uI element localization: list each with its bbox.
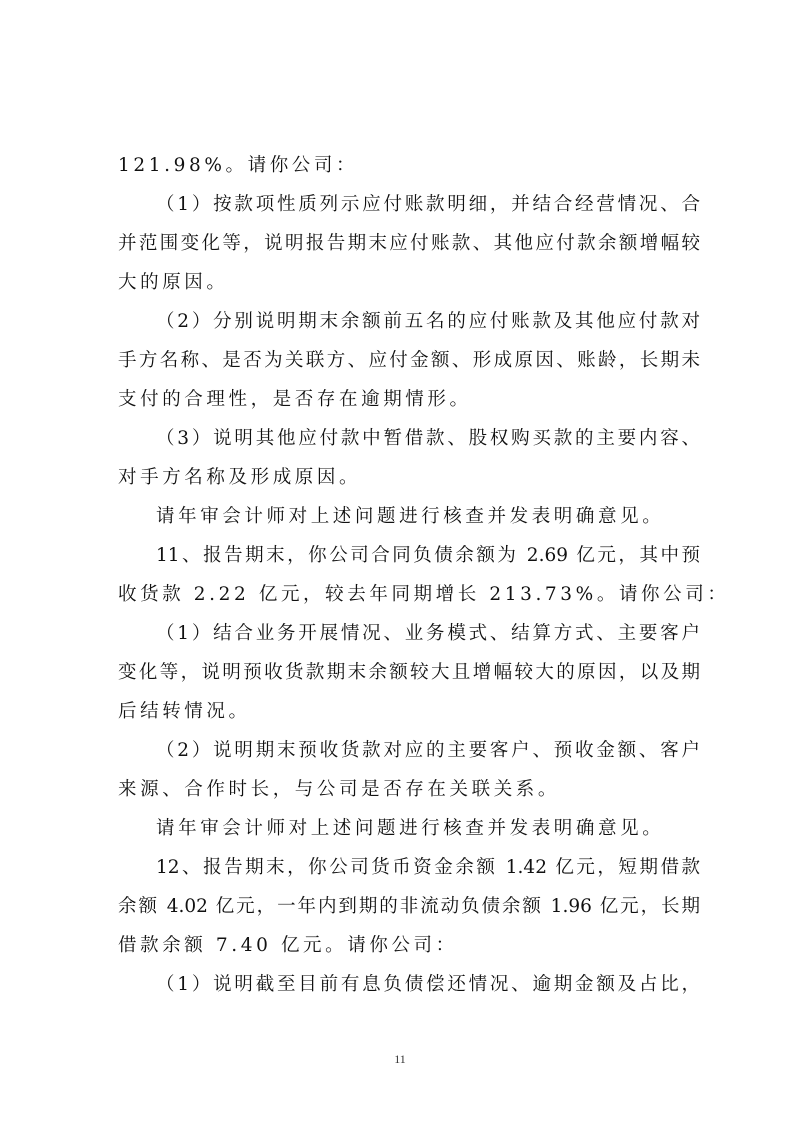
text-line: 变化等，说明预收货款期末余额较大且增幅较大的原因，以及期 [118, 662, 700, 683]
text-line: （3）说明其他应付款中暂借款、股权购买款的主要内容、 [156, 428, 700, 449]
page-number: 11 [394, 1052, 406, 1066]
text-line: 请年审会计师对上述问题进行核查并发表明确意见。 [156, 818, 665, 839]
text-line: 收货款 2.22 亿元，较去年同期增长 213.73%。请你公司： [118, 584, 730, 605]
text-line: （2）说明期末预收货款对应的主要客户、预收金额、客户 [156, 740, 700, 761]
text-line: 手方名称、是否为关联方、应付金额、形成原因、账龄，长期未 [118, 350, 700, 371]
text-line: （2）分别说明期末余额前五名的应付账款及其他应付款对 [156, 311, 700, 332]
text-line: 11、报告期末，你公司合同负债余额为 2.69 亿元，其中预 [156, 545, 700, 566]
text-line: （1）说明截至目前有息负债偿还情况、逾期金额及占比， [156, 974, 700, 995]
document-body [118, 146, 730, 1004]
text-line: （1）结合业务开展情况、业务模式、结算方式、主要客户 [156, 623, 700, 644]
text-line: 并范围变化等，说明报告期末应付账款、其他应付款余额增幅较 [118, 233, 700, 254]
text-line: 大的原因。 [118, 272, 229, 293]
text-line: 对手方名称及形成原因。 [118, 467, 362, 488]
text-line: 请年审会计师对上述问题进行核查并发表明确意见。 [156, 506, 665, 527]
text-line: 借款余额 7.40 亿元。请你公司： [118, 935, 458, 956]
text-line: 余额 4.02 亿元，一年内到期的非流动负债余额 1.96 亿元，长期 [118, 896, 700, 917]
text-line: 121.98%。请你公司： [118, 155, 359, 176]
text-line: 来源、合作时长，与公司是否存在关联关系。 [118, 779, 561, 800]
text-line: 后结转情况。 [118, 701, 251, 722]
text-line: 12、报告期末，你公司货币资金余额 1.42 亿元，短期借款 [156, 857, 700, 878]
text-line: 支付的合理性，是否存在逾期情形。 [118, 389, 472, 410]
text-line: （1）按款项性质列示应付账款明细，并结合经营情况、合 [156, 194, 700, 215]
